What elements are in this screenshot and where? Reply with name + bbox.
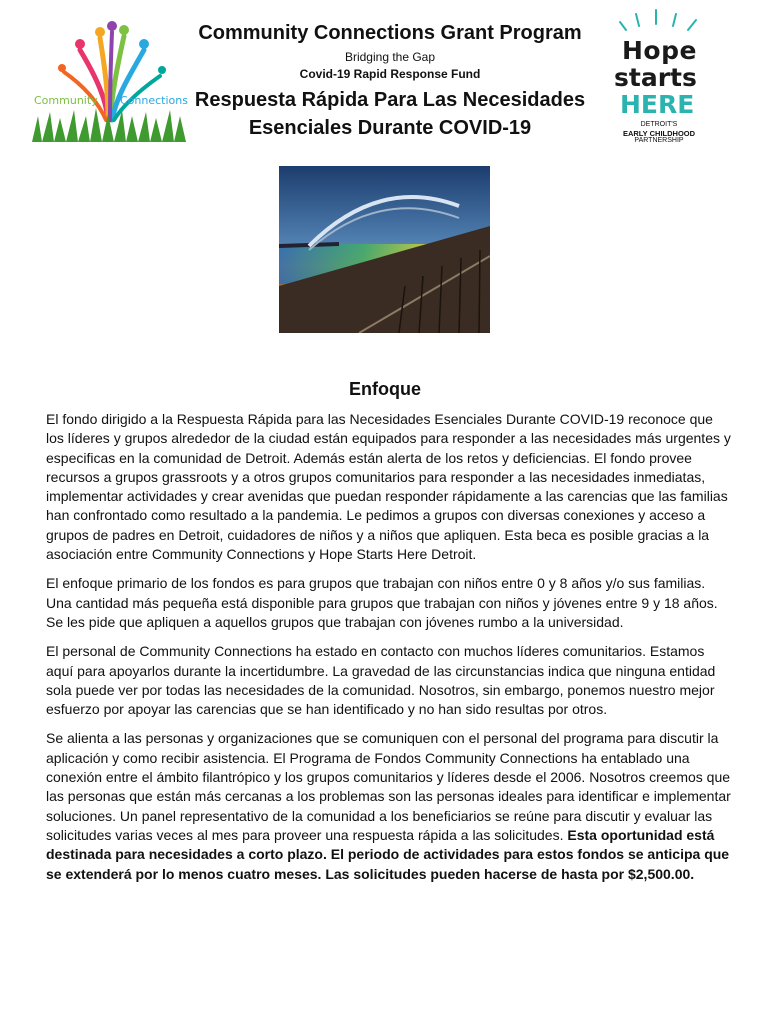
subtitle-bridging: Bridging the Gap: [344, 50, 436, 64]
body-text: [46, 410, 731, 894]
logo-text-connections: Connections: [120, 94, 188, 107]
logo-starts: starts: [614, 63, 697, 92]
paragraph-4-bold: Esta oportunidad está destinada para necesidades a corto plazo. El periodo de actividades para estos fondos se anticipa que se extenderá por lo menos cuatro meses. Las solicitudes pueden hacerse de hasta por $2,500.00.: [46, 826, 730, 882]
hope-starts-here-logo: [606, 8, 712, 150]
community-connections-logo: [28, 20, 190, 142]
page-title: Community Connections Grant Program: [198, 22, 582, 44]
paragraph-4-text: Se alienta a las personas y organizaciones que se comuniquen con el personal del programa para discutir la aplicación y como recibir asistencia. El Programa de Fondos Community Connections ha entablado una conexión entre el ámbito filantrópico y los grupos comunitarios y líderes desde el 2006. Nosotros creemos que las personas que están más cercanas a los problemas son las personas ideales para identificar e implementar soluciones. Un panel representativo de la comunidad a los beneficiarios se reúne para discutir y evaluar las solicitudes varias veces al mes para proveer una respuesta rápida a las solicitudes.: [46, 730, 731, 843]
paragraph-3: El personal de Community Connections ha estado en contacto con muchos líderes comunitarios. Estamos aquí para apoyarlos durante la incertidumbre. La gravedad de las circunstancias indica que ninguna entidad sola puede ver por todas las necesidades de la comunidad. Nosotros, sin embargo, ponemos nuestro mejor esfuerzo por apoyar las carencias que se han identificado y no han sido resultas por otros.: [46, 643, 716, 718]
logo-sub-early-childhood: EARLY CHILDHOOD: [622, 129, 696, 138]
logo-text-community: Community: [34, 94, 98, 107]
section-heading: Enfoque: [349, 379, 421, 399]
spanish-title-line-1: Respuesta Rápida Para Las Necesidades: [194, 89, 586, 111]
paragraph-2: El enfoque primario de los fondos es para grupos que trabajan con niños entre 0 y 8 años y/o sus familias. Una cantidad más pequeña está disponible para grupos que trabajan con niños y jóvenes entre 9 y 18 años. Se les pide que apliquen a aquellos grupos que trabajan con jóvenes rumbo a la universidad.: [46, 575, 718, 630]
spanish-title: [190, 86, 590, 142]
logo-hope: Hope: [622, 36, 697, 65]
bridge-photo: [279, 166, 490, 333]
sun-rays-icon: [606, 8, 712, 38]
logo-sub-detroits: DETROIT'S: [640, 121, 678, 128]
paragraph-4: [46, 729, 731, 883]
logo-here: HERE: [620, 90, 695, 119]
spanish-title-line-2: Esenciales Durante COVID-19: [248, 117, 532, 139]
subtitle-fund: Covid-19 Rapid Response Fund: [299, 67, 481, 81]
paragraph-1: El fondo dirigido a la Respuesta Rápida para las Necesidades Esenciales Durante COVID-19 reconoce que los líderes y grupos alrededor de la ciudad están equipados para responder a las necesidades más urgentes y especificas en la comunidad de Detroit. Además están alerta de los retos y deficiencias. El fondo provee recursos a grupos grassroots y a otros grupos comunitarios para responder a las necesidades inmediatas, implementar actividades y crear avenidas que puedan responder rápidamente a las carencias que las familias han confrontado como resultado a la pandemia. Le pedimos a grupos con diversas conexiones y acceso a grupos de padres en Detroit, cuidadores de niños y a niños que apliquen. Esta beca es posible gracias a la asociación entre Community Connections y Hope Starts Here Detroit.: [46, 411, 731, 563]
logo-sub-partnership: PARTNERSHIP: [634, 137, 684, 144]
